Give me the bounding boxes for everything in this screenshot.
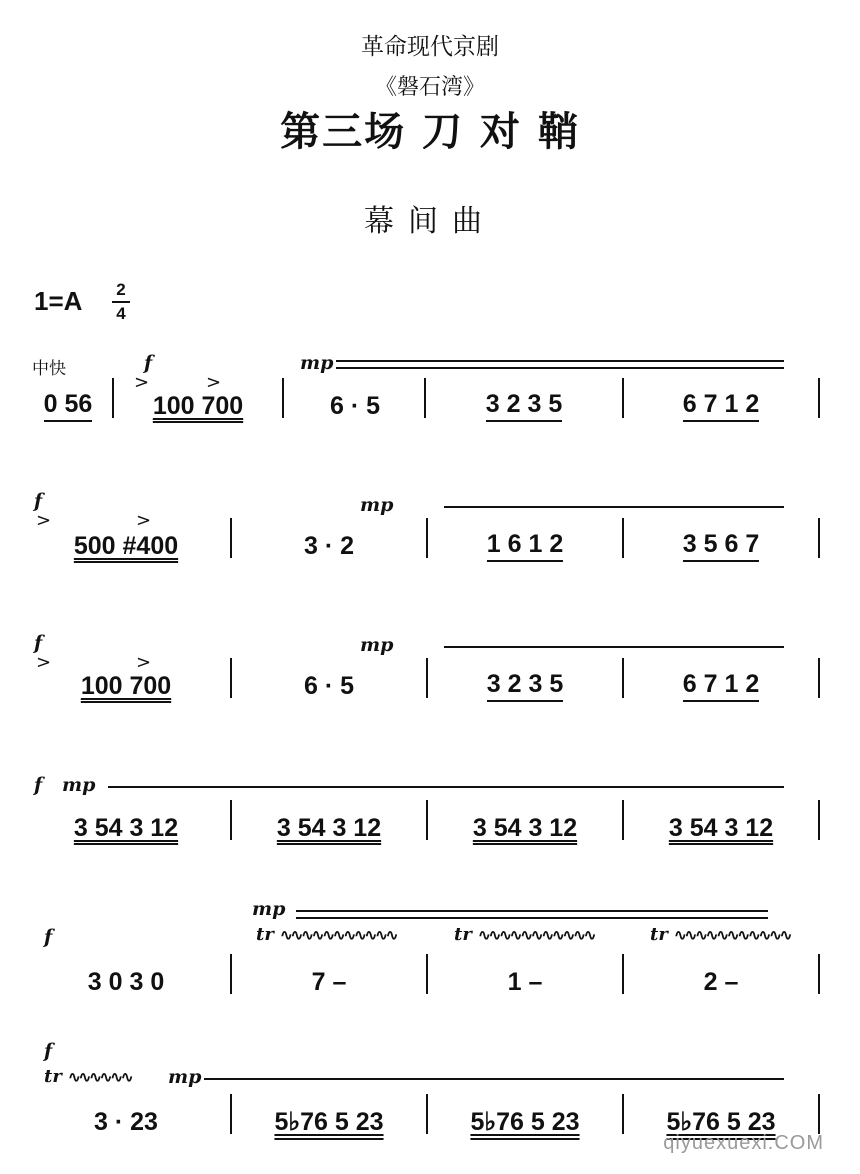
measure <box>28 962 224 1002</box>
note-group: 3 2 3 5 <box>486 390 562 422</box>
crescendo-line <box>444 646 784 648</box>
trill-mark <box>44 1066 132 1087</box>
measure <box>430 386 618 426</box>
note-group: 5♭76 5 23 <box>470 1108 580 1136</box>
accent-mark: > <box>206 372 222 393</box>
time-signature <box>112 280 130 324</box>
measure <box>28 526 224 566</box>
barline <box>426 658 428 698</box>
barline <box>818 954 820 994</box>
opera-title: 《磐石湾》 <box>374 75 485 100</box>
barline <box>818 378 820 418</box>
measure <box>432 808 618 848</box>
measure <box>28 666 224 706</box>
note-group: 3 · 23 <box>94 1107 158 1136</box>
measure <box>28 808 224 848</box>
note-group: 100 700 <box>80 671 172 700</box>
trill-wave: ∿∿∿∿∿∿∿∿∿∿∿ <box>280 926 397 944</box>
trill-mark <box>454 924 594 945</box>
note-group: 7 – <box>311 967 347 996</box>
measure <box>118 386 278 426</box>
measure <box>432 666 618 706</box>
note-group: 500 #400 <box>73 531 179 560</box>
note-group: 3 0 3 0 <box>87 967 165 996</box>
barline <box>622 518 624 558</box>
barline <box>818 658 820 698</box>
trill-label: tr <box>650 924 668 945</box>
note-group: 3 54 3 12 <box>73 813 179 842</box>
trill-label: tr <box>44 1066 62 1087</box>
measure <box>290 386 420 426</box>
trill-wave: ∿∿∿∿∿∿ <box>68 1068 132 1086</box>
note-group: 3 54 3 12 <box>276 813 382 842</box>
accent-mark: > <box>36 510 52 531</box>
measure <box>236 962 422 1002</box>
barline <box>426 954 428 994</box>
note-group: 6 7 1 2 <box>683 390 759 422</box>
note-group: 100 700 <box>152 391 244 420</box>
measure <box>236 808 422 848</box>
note-group: 6 · 5 <box>303 671 355 700</box>
piece-title: 幕间曲 <box>364 204 496 239</box>
site-watermark: qiyuexuexi.COM <box>663 1132 824 1154</box>
barline <box>426 1094 428 1134</box>
dynamic-f: f <box>44 926 53 948</box>
note-group: 3 5 6 7 <box>683 530 759 562</box>
dynamic-f: f <box>34 774 43 796</box>
dynamic-f: f <box>34 490 43 512</box>
measure <box>28 1102 224 1142</box>
dynamic-mp: mp <box>360 634 394 656</box>
barline <box>230 954 232 994</box>
barline <box>424 378 426 418</box>
note-group: 3 54 3 12 <box>668 813 774 842</box>
note-group: 3 2 3 5 <box>487 670 563 702</box>
scene-title: 第三场 刀 对 鞘 <box>280 108 580 155</box>
crescendo-line <box>108 786 784 788</box>
measure <box>628 808 814 848</box>
barline <box>230 800 232 840</box>
accent-mark: > <box>134 372 150 393</box>
trill-mark <box>650 924 790 945</box>
note-group: 5♭76 5 23 <box>274 1108 384 1136</box>
trill-mark <box>256 924 396 945</box>
crescendo-line-2 <box>296 917 768 919</box>
measure <box>432 526 618 566</box>
barline <box>622 954 624 994</box>
trill-label: tr <box>256 924 274 945</box>
measure <box>432 1102 618 1142</box>
note-group: 3 · 2 <box>303 531 355 560</box>
dynamic-f: f <box>34 632 43 654</box>
barline <box>426 518 428 558</box>
measure <box>28 386 108 426</box>
accent-mark: > <box>136 510 152 531</box>
trill-label: tr <box>454 924 472 945</box>
note-group: 1 6 1 2 <box>487 530 563 562</box>
measure <box>628 526 814 566</box>
barline <box>622 800 624 840</box>
genre-title: 革命现代京剧 <box>361 34 499 60</box>
measure <box>628 962 814 1002</box>
time-numerator: 2 <box>116 280 126 299</box>
tempo-marking: 中快 <box>32 359 66 379</box>
note-group: 1 – <box>507 967 543 996</box>
barline <box>622 1094 624 1134</box>
dynamic-f: f <box>44 1040 53 1062</box>
crescendo-line-2 <box>336 367 784 369</box>
measure <box>628 386 814 426</box>
crescendo-line <box>336 360 784 362</box>
note-group: 0 56 <box>44 390 93 422</box>
barline <box>112 378 114 418</box>
dynamic-mp: mp <box>252 898 286 920</box>
measure <box>432 962 618 1002</box>
barline <box>622 378 624 418</box>
measure <box>236 666 422 706</box>
accent-mark: > <box>136 652 152 673</box>
barline <box>818 518 820 558</box>
barline <box>230 1094 232 1134</box>
note-group: 6 7 1 2 <box>683 670 759 702</box>
accent-mark: > <box>36 652 52 673</box>
time-denominator: 4 <box>116 304 126 323</box>
measure <box>236 526 422 566</box>
measure <box>236 1102 422 1142</box>
dynamic-mp: mp <box>300 352 334 374</box>
key-signature: 1=A <box>34 286 83 316</box>
crescendo-line <box>296 910 768 912</box>
barline <box>230 518 232 558</box>
measure <box>628 666 814 706</box>
barline <box>818 800 820 840</box>
note-group: 3 54 3 12 <box>472 813 578 842</box>
trill-wave: ∿∿∿∿∿∿∿∿∿∿∿ <box>674 926 791 944</box>
dynamic-mp: mp <box>62 774 96 796</box>
time-bar <box>112 301 130 303</box>
barline <box>622 658 624 698</box>
barline <box>818 1094 820 1134</box>
note-group: 2 – <box>703 967 739 996</box>
barline <box>282 378 284 418</box>
barline <box>230 658 232 698</box>
note-group: 5♭76 5 23 <box>666 1108 776 1136</box>
dynamic-mp: mp <box>168 1066 202 1088</box>
dynamic-mp: mp <box>360 494 394 516</box>
trill-wave: ∿∿∿∿∿∿∿∿∿∿∿ <box>478 926 595 944</box>
crescendo-line <box>204 1078 784 1080</box>
note-group: 6 · 5 <box>329 391 381 420</box>
dynamic-f: f <box>144 352 153 374</box>
barline <box>426 800 428 840</box>
crescendo-line <box>444 506 784 508</box>
